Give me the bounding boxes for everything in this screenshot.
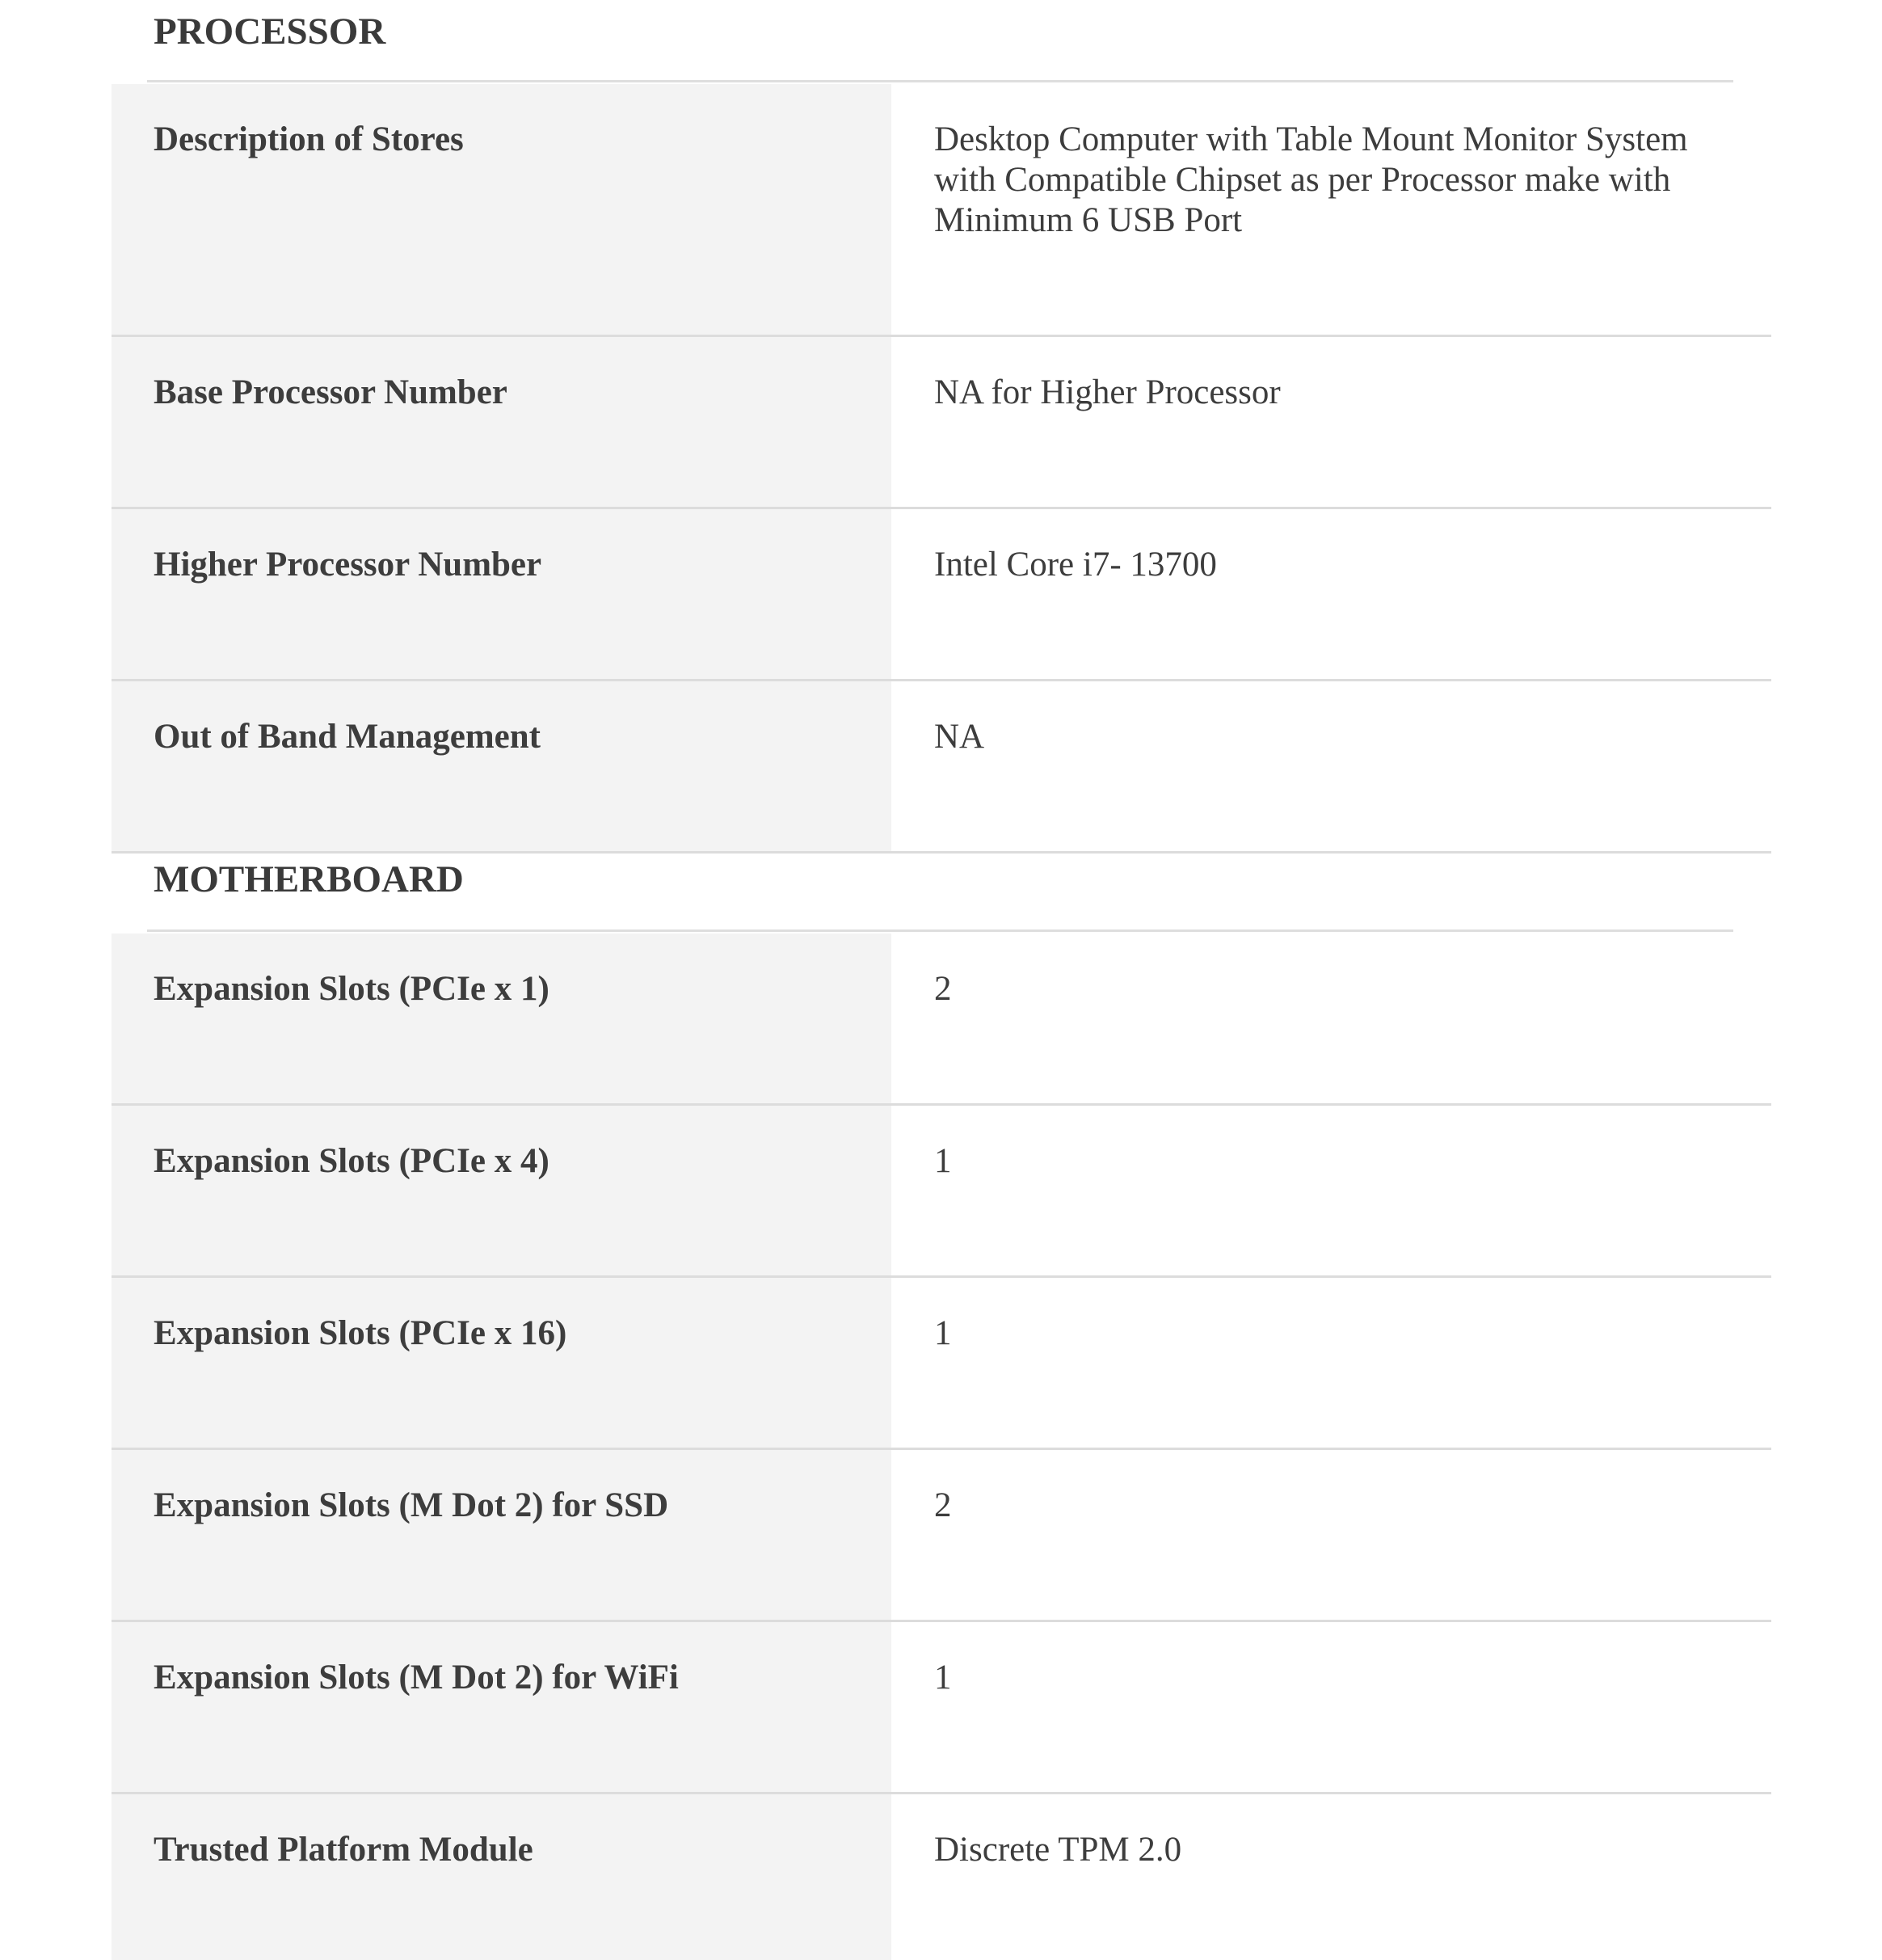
spec-label: Description of Stores xyxy=(154,120,464,158)
spec-row xyxy=(112,681,1771,854)
spec-label: Expansion Slots (M Dot 2) for WiFi xyxy=(154,1659,679,1697)
spec-value: NA for Higher Processor xyxy=(934,373,1281,411)
spec-row xyxy=(112,84,1771,337)
spec-label-cell xyxy=(112,681,891,851)
spec-label: Expansion Slots (PCIe x 1) xyxy=(154,970,549,1008)
spec-label: Higher Processor Number xyxy=(154,546,542,584)
spec-label: Expansion Slots (PCIe x 16) xyxy=(154,1314,567,1352)
spec-value: Intel Core i7- 13700 xyxy=(934,546,1217,584)
spec-value: Desktop Computer with Table Mount Monitor System with Compatible Chipset as per Processor make with Minimum 6 USB Port xyxy=(934,120,1688,239)
spec-label-cell xyxy=(112,1106,891,1275)
spec-label-cell xyxy=(112,84,891,335)
spec-value: 1 xyxy=(934,1659,952,1697)
spec-row xyxy=(112,1278,1771,1450)
spec-label: Out of Band Management xyxy=(154,718,541,756)
spec-value: NA xyxy=(934,718,985,756)
spec-label: Trusted Platform Module xyxy=(154,1831,533,1869)
spec-value: Discrete TPM 2.0 xyxy=(934,1831,1182,1869)
section-divider xyxy=(147,929,1733,932)
spec-label-cell xyxy=(112,1622,891,1792)
spec-row xyxy=(112,1794,1771,1960)
spec-row xyxy=(112,1622,1771,1794)
spec-label-cell xyxy=(112,934,891,1103)
spec-value: 1 xyxy=(934,1314,952,1352)
section-title-processor: PROCESSOR xyxy=(154,11,386,53)
spec-label: Base Processor Number xyxy=(154,373,507,411)
spec-label-cell xyxy=(112,1278,891,1448)
spec-value: 2 xyxy=(934,970,952,1008)
spec-label-cell xyxy=(112,337,891,507)
spec-label-cell xyxy=(112,1794,891,1960)
spec-row xyxy=(112,934,1771,1106)
section-divider xyxy=(147,80,1733,82)
spec-value: 2 xyxy=(934,1486,952,1524)
spec-value: 1 xyxy=(934,1142,952,1180)
spec-label: Expansion Slots (PCIe x 4) xyxy=(154,1142,549,1180)
spec-row xyxy=(112,1106,1771,1278)
spec-label: Expansion Slots (M Dot 2) for SSD xyxy=(154,1486,669,1524)
spec-row xyxy=(112,337,1771,509)
spec-label-cell xyxy=(112,509,891,679)
spec-row xyxy=(112,509,1771,681)
spec-label-cell xyxy=(112,1450,891,1620)
spec-row xyxy=(112,1450,1771,1622)
section-title-motherboard: MOTHERBOARD xyxy=(154,858,464,900)
